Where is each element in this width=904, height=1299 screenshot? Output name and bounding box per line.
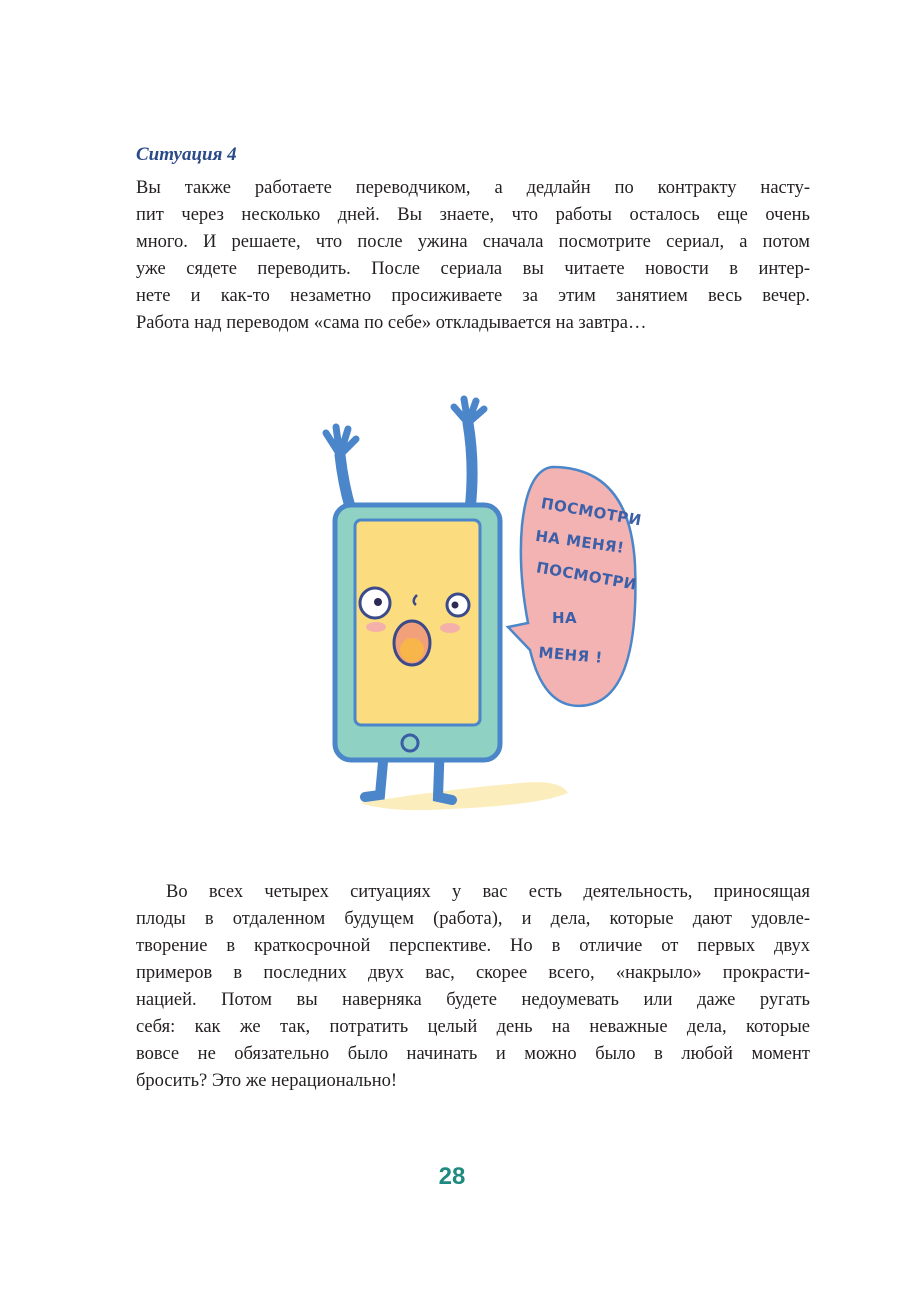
tablet-character-icon <box>290 395 650 825</box>
speech-bubble-line: НА <box>552 609 578 627</box>
text-line: Вы также работаете переводчиком, а дедлайн по контракту насту- <box>136 178 810 198</box>
paragraph-situation-4 <box>136 175 810 337</box>
text-line: уже сядете переводить. После сериала вы читаете новости в интер- <box>136 259 810 279</box>
text-line: творение в краткосрочной перспективе. Но в отличие от первых двух <box>136 936 810 956</box>
text-line: Во всех четырех ситуациях у вас есть деятельность, приносящая <box>166 882 810 902</box>
speech-bubble-line: ПОСМОТРИ <box>539 494 644 530</box>
speech-bubble-line: НА МЕНЯ! <box>534 526 626 558</box>
text-line: примеров в последних двух вас, скорее всего, «накрыло» прокрасти- <box>136 963 810 983</box>
page-number: 28 <box>438 1163 466 1190</box>
text-line: бросить? Это же нерационально! <box>136 1071 398 1091</box>
text-line: пит через несколько дней. Вы знаете, что работы осталось еще очень <box>136 205 810 225</box>
text-line: много. И решаете, что после ужина сначала посмотрите сериал, а потом <box>136 232 810 252</box>
text-line: плоды в отдаленном будущем (работа), и дела, которые дают удовле- <box>136 909 810 929</box>
situation-heading: Ситуация 4 <box>136 144 237 165</box>
text-line: Работа над переводом «сама по себе» откладывается на завтра… <box>136 313 647 333</box>
paragraph-conclusion <box>136 879 810 1095</box>
text-line: нете и как-то незаметно просиживаете за этим занятием весь вечер. <box>136 286 810 306</box>
text-line: вовсе не обязательно было начинать и можно было в любой момент <box>136 1044 810 1064</box>
text-line: себя: как же так, потратить целый день на неважные дела, которые <box>136 1017 810 1037</box>
speech-bubble-line: МЕНЯ ! <box>537 643 604 667</box>
speech-bubble-line: ПОСМОТРИ <box>534 558 639 594</box>
text-line: нацией. Потом вы наверняка будете недоумевать или даже ругать <box>136 990 810 1010</box>
